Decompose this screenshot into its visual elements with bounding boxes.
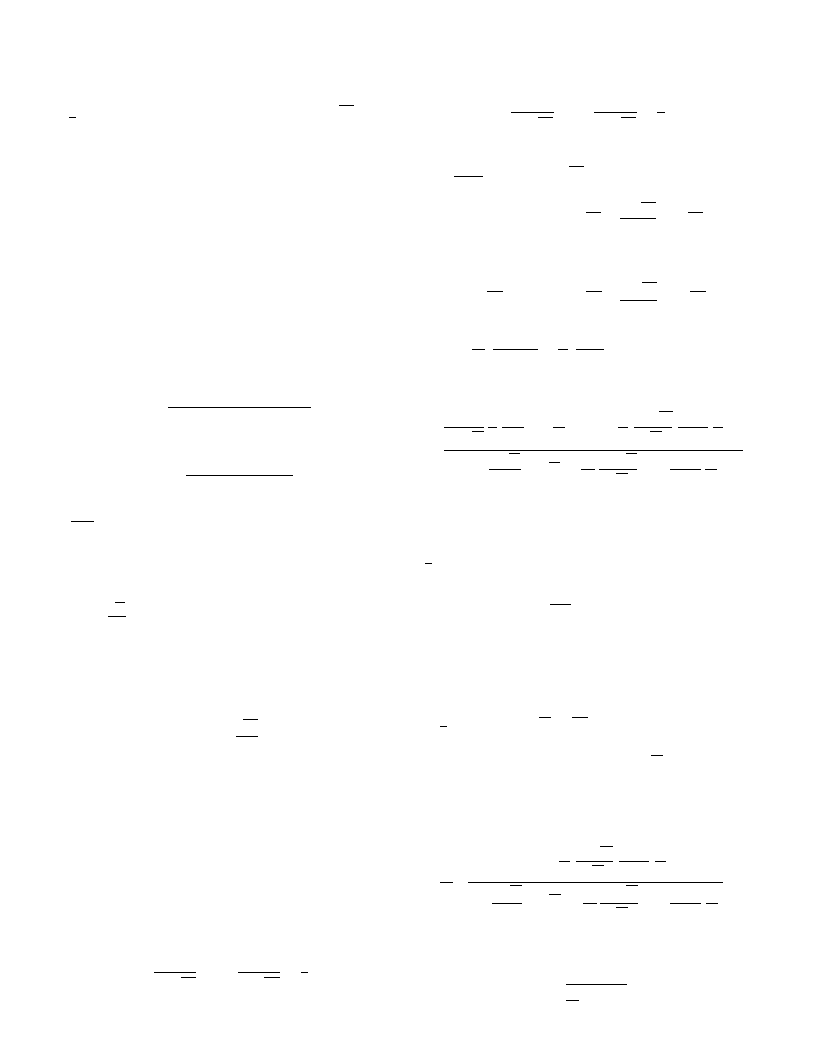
fraction-bar — [493, 349, 538, 350]
fraction-bar — [620, 218, 656, 219]
fraction-bar — [592, 865, 604, 866]
fraction-bar — [181, 977, 196, 978]
fraction-bar — [444, 427, 484, 428]
fraction-bar — [468, 882, 723, 883]
fraction-bar — [583, 903, 597, 904]
fraction-bar — [440, 882, 453, 883]
fraction-bar — [621, 117, 636, 118]
fraction-bar — [634, 427, 672, 428]
fraction-bar — [657, 112, 665, 113]
fraction-bar — [616, 473, 628, 474]
fraction-bar — [626, 453, 637, 454]
fraction-bar — [108, 616, 126, 617]
fraction-bar — [444, 450, 743, 451]
fraction-bar — [549, 462, 560, 463]
fraction-bar — [154, 972, 196, 973]
fraction-bar — [599, 469, 637, 470]
fraction-bar — [600, 903, 638, 904]
fraction-bar — [594, 112, 637, 113]
fraction-bar — [538, 117, 553, 118]
fraction-bar — [626, 885, 638, 886]
fraction-bar — [600, 846, 613, 847]
fraction-bar — [236, 736, 258, 737]
fraction-bar — [558, 349, 568, 350]
fraction-bar — [69, 117, 76, 118]
fraction-bar — [576, 861, 613, 862]
fraction-bar — [550, 604, 571, 605]
fraction-bar — [243, 719, 258, 720]
fraction-bar — [509, 453, 520, 454]
fraction-bar — [472, 349, 485, 350]
fraction-bar — [186, 475, 293, 476]
fraction-bar — [115, 602, 125, 603]
fraction-bar — [454, 176, 483, 177]
fraction-bar — [487, 291, 503, 292]
fraction-bar — [553, 427, 565, 428]
fraction-bar — [586, 291, 602, 292]
fraction-bar — [650, 431, 662, 432]
fraction-bar — [690, 291, 706, 292]
fraction-bar — [488, 427, 497, 428]
fraction-bar — [566, 1000, 579, 1001]
fraction-bar — [572, 717, 588, 718]
fraction-bar — [168, 407, 311, 408]
fraction-bar — [569, 166, 584, 167]
fraction-bar — [581, 469, 595, 470]
fraction-bar — [706, 903, 718, 904]
fraction-bar — [489, 469, 521, 470]
fraction-bar — [549, 894, 561, 895]
fraction-bar — [651, 755, 663, 756]
fraction-bar — [566, 984, 627, 985]
fraction-bar — [642, 282, 657, 283]
fraction-bar — [559, 861, 570, 862]
fraction-bar — [616, 907, 628, 908]
fraction-bar — [659, 411, 673, 412]
fraction-bar — [472, 431, 484, 432]
fraction-bar — [713, 427, 723, 428]
fraction-bar — [705, 469, 717, 470]
fraction-bar — [619, 861, 649, 862]
fraction-bar — [511, 112, 554, 113]
fraction-bar — [539, 717, 551, 718]
fraction-bar — [492, 903, 522, 904]
fraction-bar — [678, 427, 708, 428]
fraction-bar — [641, 202, 656, 203]
fraction-bar — [688, 212, 703, 213]
fraction-bar — [502, 427, 524, 428]
fraction-bar — [576, 349, 604, 350]
fraction-bar — [339, 105, 354, 106]
fraction-bar — [586, 212, 601, 213]
fraction-bar — [425, 563, 432, 564]
fraction-bar — [655, 861, 666, 862]
fraction-bar — [618, 427, 628, 428]
fraction-bar — [238, 972, 280, 973]
fraction-bar — [510, 885, 522, 886]
fraction-bar — [440, 726, 447, 727]
fraction-bar — [620, 300, 657, 301]
fraction-bar — [670, 903, 701, 904]
fraction-bar — [71, 521, 94, 522]
fraction-bar — [301, 972, 308, 973]
fraction-bar — [264, 977, 280, 978]
fraction-bar — [670, 469, 701, 470]
